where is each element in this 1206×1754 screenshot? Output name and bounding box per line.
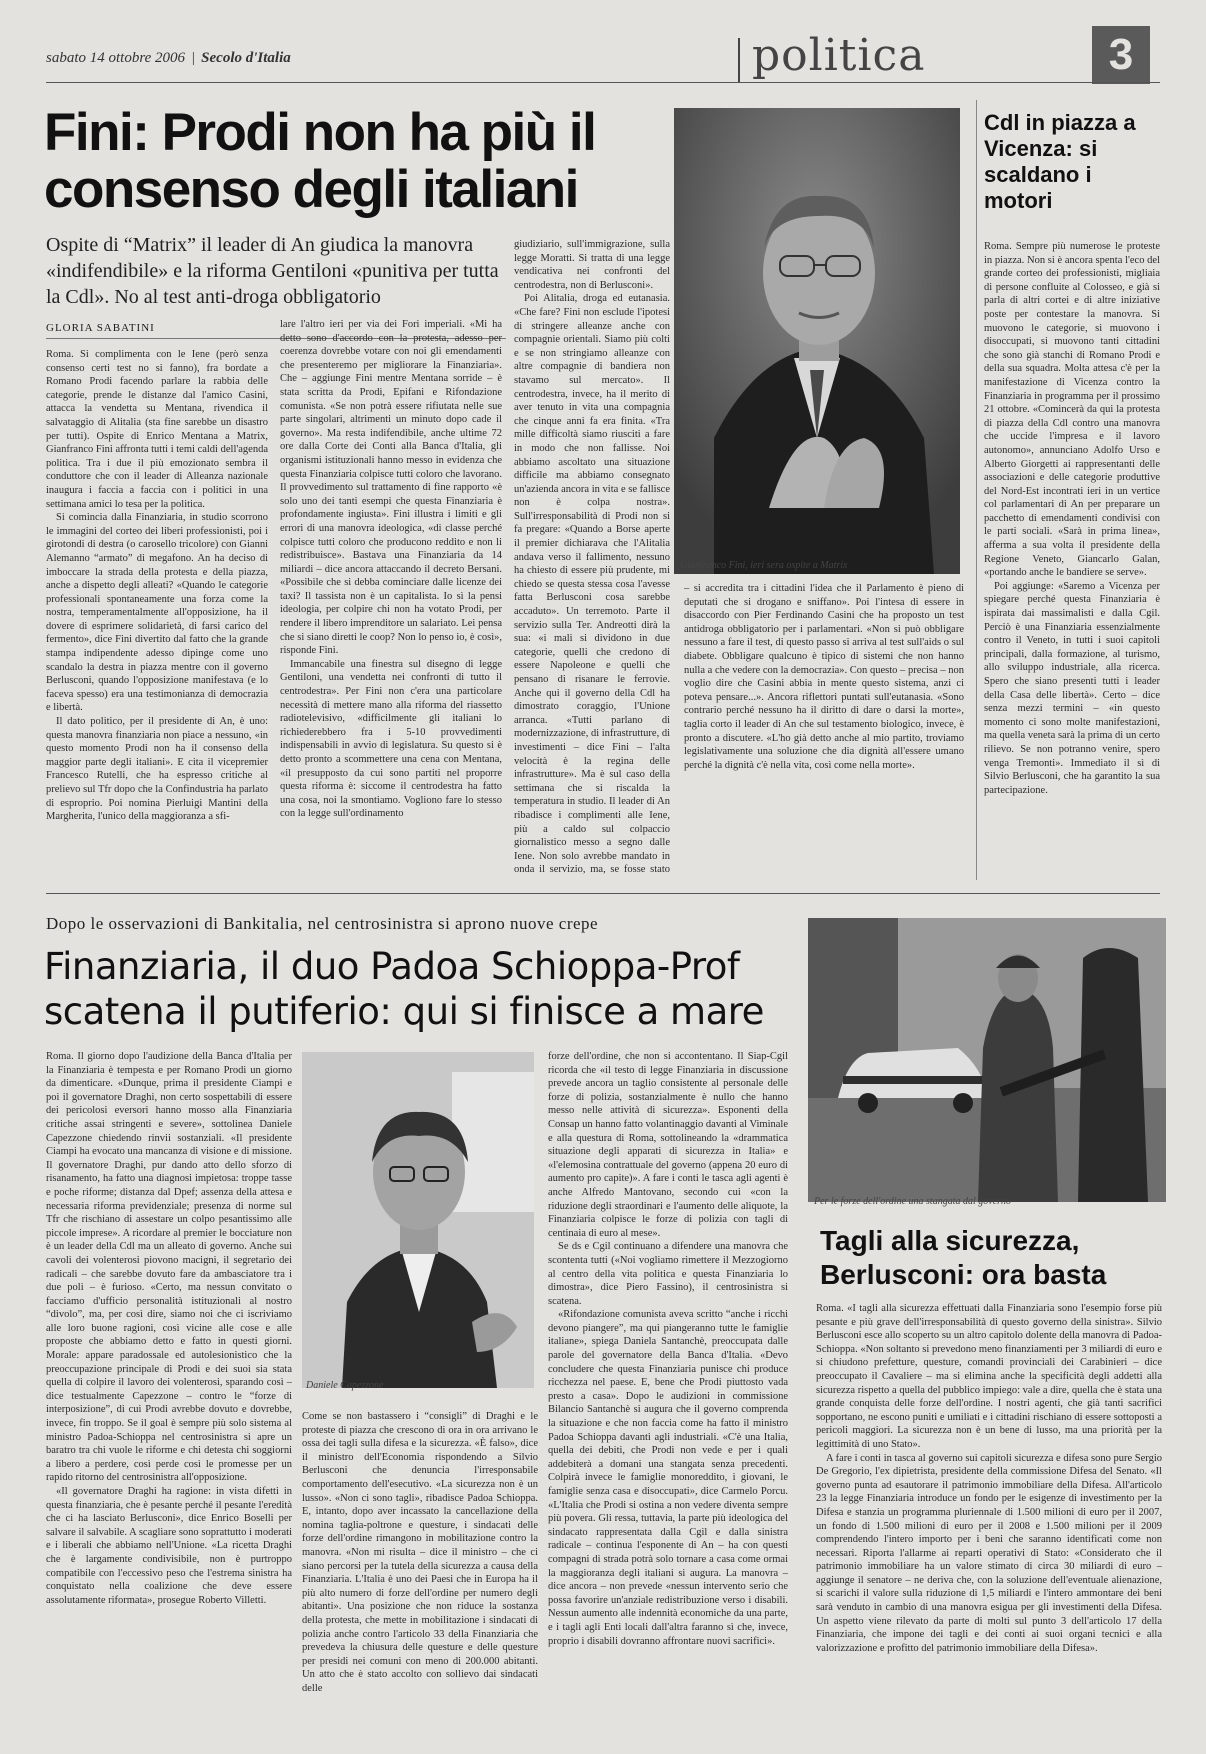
paragraph: Roma. «I tagli alla sicurezza effettuati dalla Finanziaria sono l'esempio forse più pesante e più grave dell'irresponsabilità di questo governo della sinistra». Silvio Berlusconi esce allo scoperto su un altro capitolo dolente della manovra di Padoa-Schioppa. «Non soltanto si prevedono meno finanziamenti per 3 miliardi di euro e si chiudono prefetture, questure, comandi provinciali dei Carabinieri – dice preoccupato il Cavaliere – ma si elimina anche la specificità degli addetti alla sicurezza rispetto a quella del pubblico impiego: vale a dire, quella che è stata una grande conquista delle forze dell'ordine. I nostri agenti, che già tanti sacrifici sopportano, ne escono puniti e umiliati e i cittadini rischiano di essere sottoposti a pericoli maggiori. La sicurezza non è un bene di lusso, ma una priorità per la legittimità di uno Stato». [816,1303,1162,1450]
second-article-column-1 [46,1050,292,1736]
sidebar-column [984,240,1160,876]
paragraph: – si accredita tra i cittadini l'idea che il Parlamento è pieno di deputati che si drogano e sniffano». Poi l'intesa di essere in disaccordo con Pier Ferdinando Casini che ha proposto un test antidroga obbligatorio per i parlamentari. «Non si può obbligare nessuno a fare il test, di questo passo si arriva al test sull'aids o sul diabete. Obbligare qualcuno è tipico di sistemi che non hanno nulla a che vedere con la democrazia». Con questo – precisa – non voglio dire che Casini abbia in mente questo sistema, anzi ci poteva pensare...». Ancora riflettori puntati sull'eutanasia. «Sono contrario perché nessuno ha il diritto di dare o darsi la morte», taglia corto il leader di An che sul testamento biologico, invece, è pronto a discutere. «L'ho già detto anche al mio partito, troviamo legislativamente una soluzione che dia dignità all'essere umano perché la dignità c'è nella vita, così come nella morte». [684,583,964,771]
photo-police [808,918,1166,1202]
portrait-illustration [302,1052,534,1388]
third-article-column [816,1302,1162,1736]
photo-daniele-capezzone [302,1052,534,1388]
photo-gianfranco-fini [674,108,960,574]
photo-caption: Per le forze dell'ordine una stangata dal governo [814,1196,1012,1207]
police-scene-illustration [808,918,1166,1202]
paragraph: Se ds e Cgil continuano a difendere una manovra che scontenta tutti («Noi vogliamo rimettere il Mezzogiorno al centro della vita politica e questa Finanziaria lo dimostra», dice Piero Fassino), il centrosinistra si scatena. [548,1241,788,1307]
paragraph: giudiziario, sull'immigrazione, sulla legge Moratti. Si tratta di una legge vendicativa nei confronti del centrodestra, non di Berlusconi». [514,239,670,291]
byline: GLORIA SABATINI [46,322,155,334]
sidebar-rule [976,100,977,880]
second-article-column-3 [548,1050,788,1736]
main-article-column-2 [280,318,502,876]
header-rule [46,82,1160,83]
section-rule [46,893,1160,894]
paragraph: «Il governatore Draghi ha ragione: in vista difetti in questa finanziaria, che è pesante perché il pesante l'eredità che ci ha lasciato Berlusconi», dice Enrico Boselli per salvare il salvabile. A scagliare sono soprattutto i moderati e i liberali che abbiamo nell'Unione. «La ricetta Draghi che è largamente condivisibile, non è purtroppo compatibile con l'eccessivo peso che l'estrema sinistra ha conquistato nella coalizione che deve essere assolutamente riformata», prosegue Roberto Villetti. [46,1486,292,1606]
second-kicker: Dopo le osservazioni di Bankitalia, nel centrosinistra si aprono nuove crepe [46,914,599,933]
paragraph: Come se non bastassero i “consigli” di Draghi e le proteste di piazza che crescono di ora in ora arrivano le ossa dei tagli sulla difesa e la sicurezza. «È falso», dice il ministro dell'Economia rispondendo a Silvio Berlusconi che denuncia l'irresponsabile comportamento dell'esecutivo. «La sicurezza non è un lusso». «Non ci sono tagli», ribadisce Padoa Schioppa. E, intanto, dopo aver incassato la cancellazione della nomina taglia-poltrone e questure, i sindacati delle forze dell'ordine rimangono in mobilitazione contro la manovra. «Non mi risulta – dice il ministro – che ci siano percorsi per la tutela della sicurezza a causa della Finanziaria. L'Italia è uno dei Paesi che in Europa ha il più alto numero di forze dell'ordine per numero degli abitanti». Una posizione che non riduce la sostanza della protesta, che mette in mobilitazione i sindacati di polizia anche contro l'articolo 33 della Finanziaria che prevedeva la chiusura delle questure e delle questure per presidi nei comuni con meno di 200.000 abitanti. Un atto che è stato accolto con sollievo dai sindacati delle [302,1411,538,1694]
photo-caption: Daniele Capezzone [306,1380,384,1391]
paragraph: forze dell'ordine, che non si accontentano. Il Siap-Cgil ricorda che «il testo di legge Finanziaria in discussione prevede ancora un taglio consistente al personale delle forze di polizia, sostanzialmente è nullo che hanno messo nelle attività di sicurezza». Esponenti della Consap un hanno fatto volantinaggio davanti al Viminale e alla questura di Roma, sottolineando la «drammatica situazione degli apparati di sicurezza in Italia» e «l'elemosina contrattuale del governo (appena 20 euro di aumento pro capite)». A fare i conti le tasca agli agenti è anche Alfredo Mantovano, secondo cui «con la riduzione degli straordinari e l'aumento delle aliquote, la Finanziaria colpisce le forze di polizia con tagli di centinaia di euro al mese». [548,1051,788,1239]
page-number: 3 [1092,26,1150,84]
masthead: sabato 14 ottobre 2006 | Secolo d'Italia [46,50,291,66]
second-headline: Finanziaria, il duo Padoa Schioppa-Prof scatena il putiferio: qui si finisce a mare [44,945,764,1033]
paragraph: Poi aggiunge: «Saremo a Vicenza per spiegare perché questa Finanziaria è ispirata dai massimalisti e dalla Cgil. Perciò è una Finanziaria essenzialmente contro il Veneto, in tutti i suoi capitoli principali, dalla formazione, al turismo, allo sviluppo industriale, alla ricerca. Spero che siano presenti tutti i leader della Casa delle libertà». Certo – dice senza mezzi termini – «in questo momento ci sono molte manifestazioni, ma quella veneta sarà la prima di un certo rilievo. Se non potranno venire, spero venga Tremonti». Immediato il sì di Silvio Berlusconi, che ha garantito la sua partecipazione. [984,580,1160,796]
section-title: politica [752,30,926,81]
paragraph: Il dato politico, per il presidente di An, è uno: questa manovra finanziaria non piace a nessuno, «in questo momento Prodi non ha il consenso della maggior parte degli italiani». E cita il vicepremier Francesco Rutelli, che ha espresso critiche al prelievo sul Tfr dopo che la Confindustria ha parlato di esproprio. Poi nomina Pierluigi Mantini della Margherita, l'unico della maggioranza a sfi- [46,716,268,823]
paragraph: Roma. Si complimenta con le Iene (però senza consenso certi test no si fanno), fra bordate a Romano Prodi facendo parlare la rabbia delle categorie, prende le distanze dal l'amico Casini, attacca la vendetta su Mentana, rivendica il salvataggio di Alitalia (sta fine sarebbe un disastro per tutti). Ospite di Enrico Mentana a Matrix, Gianfranco Fini affronta tutti i temi caldi dell'agenda politica. Tra i due il più emozionato sembra il conduttore che con il leader di Alleanza nazionale inaugura i faccia a faccia con i politici in una settimana amici lo tesa per la politica. [46,349,268,510]
portrait-illustration [674,108,960,574]
main-subheadline: Ospite di “Matrix” il leader di An giudica la manovra «indifendibile» e la riforma Gentiloni «punitiva per tutta la Cdl». No al test anti-droga obbligatorio [46,234,499,308]
main-headline: Fini: Prodi non ha più il consenso degli italiani [44,103,596,219]
paragraph: Poi Alitalia, droga ed eutanasia. «Che fare? Fini non esclude l'ipotesi di stringere alleanze anche con compagnie orientali. Siamo più colti e se non stringiamo alleanze con altre compagnie di bandiera non stavamo sul mercato». Il centrodestra, invece, ha il merito di aver tenuto in vita una compagnia che cinque anni fa era finita. «Tra mille difficoltà siamo riusciti a fare in modo che non fallisse. Noi abbiamo ascoltato una situazione difficile ma abbiamo consegnato un'azienda ancora in vita e se fallisce non è colpa nostra». Sull'irresponsabilità di Prodi non si fa pregare: «Quando a Borse aperte il premier dichiarava che l'Alitalia andava verso il fallimento, nessuno ha chiesto di essere più prudente, mi chiedo se questa stessa cosa l'avesse fatta Berlusconi cosa sarebbe accaduto». Un terremoto. Parte il servizio sulla Ter. Andreotti dirà la sua: «i mali si dividono in due categorie, quelli che credono di essere Napoleone e quelli che pensano di risanare le ferrovie. Anche qui il governo della Cdl ha dimostrato coraggio, l'Unione arranca. «Tutti parlano di modernizzazione, di infrastrutture, di investimenti – dice Fini – l'alta velocità è la regina delle infrastrutture». Ma è sul caso della settimana che si riscalda la temperatura in studio. Il leader di An ribadisce i complimenti alle Iene, più a caldo sul colpaccio giornalistico messo a segno dalle Iene. Non solo avrebbe mandato in onda il servizio, ma, se fosse stato [514,293,670,876]
photo-caption: Gianfranco Fini, ieri sera ospite a Matrix [680,560,848,571]
paragraph: Immancabile una finestra sul disegno di legge Gentiloni, una vendetta nei confronti di tutto il centrodestra». Per Fini non c'era una particolare necessità di mettere mano alla riforma del riassetto radiotelevisivo, «difficilmente gli italiani lo richiederebbero fra i 5-10 provvedimenti indispensabili in avvio di legislatura. Su questo si è detto pronto a scommettere una cena con Mentana, «il presupposto da cui sono partiti nel proporre questa riforma è: siccome il centrodestra ha fatto una cosa, noi la smontiamo. Vogliono fare lo stesso con la legge sull'ordinamento [280,658,502,820]
issue-date: sabato 14 ottobre 2006 [46,50,186,66]
main-article-column-1 [46,348,268,876]
paragraph: lare l'altro ieri per via dei Fori imperiali. «Mi ha detto sono d'accordo con la protesta, adesso per coerenza dovrebbe votare con noi gli emendamenti che presenteremo per migliorare la Finanziaria». Che – aggiunge Fini mentre Mentana sorride – è stata scritta da Prodi, Epifani e Rifondazione comunista. «Se non potrà essere rifiutata nelle sue parte singolari, altrimenti un minuto dopo cade il governo». Ma resta indifendibile, anche ultime 72 ore dalla Corte dei Conti alla Banca d'Italia, gli organismi istituzionali hanno messo in evidenza che questa Finanziaria colpisce tutti coloro che lavorano. Il provvedimento sul trattamento di fine rapporto «è solo uno dei tanti esempi che questa Finanziaria è profondamente ingiusta». Fini illustra i limiti e gli errori di una manovra ideologica, «di classe perché colpisce tutti coloro che producono reddito e non li redistribuisce». Bastava una Finanziaria da 14 miliardi – dice ancora attaccando il decreto Bersani. «Possibile che si debba cominciare dalle licenze dei taxi? Il tassista non è un capitalista. Io sì la pensi ideologia, per colpire chi non ha votato Prodi, per rendere il libero imprenditore un salariato. Lei pensa che si siano diretti le coop? Non lo penso io, è così», risponde Fini. [280,319,502,657]
main-article-column-4 [684,582,964,876]
sidebar-headline: Cdl in piazza a Vicenza: si scaldano i motori [984,110,1136,213]
paragraph: Roma. Sempre più numerose le proteste in piazza. Non si è ancora spenta l'eco del grande corteo dei professionisti, migliaia di persone confluite al Colosseo, e già si parla di altri cortei e di altre iniziative poste per contestare la manovra. Si muovono le categorie, si muovono i disoccupati, si muovono tanti cittadini che sono già stanchi di Romano Prodi e della sua squadra. Molta attesa c'è per la manifestazione di Vicenza contro la Finanziaria in programma per il prossimo 21 ottobre. «Comincerà da qui la protesta di piazza della Cdl contro una manovra che uccide l'impresa e il lavoro autonomo», annunciano Adolfo Urso e Alberto Giorgetti ai rappresentanti delle associazioni e delle categorie produttive del Nord-Est incontrati ieri in un vertice col parlamentari di An per preparare un pacchetto di emendamenti condivisi con le parti sociali. «Sarà in prima linea», afferma a sua volta il presidente della Regione Veneto, Giancarlo Galan, «portando anche le bandiere se serve». [984,241,1160,579]
main-article-column-3 [514,238,670,876]
third-headline: Tagli alla sicurezza, Berlusconi: ora basta [820,1225,1107,1290]
paragraph: Si comincia dalla Finanziaria, in studio scorrono le immagini del corteo dei liberi professionisti, poi i girotondi di destra (o carosello tricolore) con Gianni Alemanno “armato” di megafono. An ha deciso di imboccare la strada della protesta e della piazza, anche a dispetto degli alleati? «Quando le categorie professionali spontaneamente una forza come la nostra, temperamentalmente all'opposizione, ha il dovere di esprimere solidarietà, di farsi carico del fermento», dice Fini divertito dal fatto che la grande stampa indipendente adesso dipinge come uno scandalo la destra in piazza mentre con il governo Berlusconi, quando l'opposizione manifestava (e lo faceva spesso) era una testimonianza di democrazia e libertà. [46,512,268,714]
second-article-column-2 [302,1410,538,1736]
paragraph: A fare i conti in tasca al governo sui capitoli sicurezza e difesa sono pure Sergio De Gregorio, l'ex dipietrista, presidente della commissione Difesa del Senato. «Il governo punta ad esautorare il patrimonio immobiliare della Difesa. All'articolo 23 la legge Finanziaria introduce un fondo per le esigenze di investimento per la Difesa e stanzia un programma pluriennale di 1.500 milioni di euro per il 2007, un fondo di 1.500 milioni di euro per il 2008 e 1.500 milioni per il 2009 comprendendo l'intero importo per i beni che saranno identificati come non necessari. Riporta l'allarme ai reparti operativi di Stato: «Considerato che il patrimonio immobiliare ha un valore stimato di circa 30 miliardi di euro – aggiunge il senatore – ne deriva che, con la soluzione dell'eventuale alienazione, si scarichi il valore sulla riduzione di 1,5 miliardi e l'intero ammontare dei beni sarà venduto in cambio di una manovra esigua per gli investimenti della Difesa. Un aspetto viene rilevato da parte di molti sul punto 3 dell'articolo 17 della Finanziaria, che impone dei tagli e dei conti ai suoi organi tecnici e alla valorizzazione e profitto del patrimonio immobiliare della Difesa». [816,1452,1162,1654]
paper-name: Secolo d'Italia [201,50,291,66]
section-divider [738,38,740,82]
paragraph: «Rifondazione comunista aveva scritto “anche i ricchi devono piangere”, ma qui piangeranno tutte le famiglie italiane», spiega Daniela Santanchè, preoccupata dalle parole del governatore della Banca d'Italia. «Devo concludere che questa Finanziaria punisce chi produce ricchezza nel paese. E, bene che Prodi piuttosto vada presto a casa». Dopo le audizioni in commissione Bilancio Santanchè si augura che il governo comprenda la situazione e che non faccia come ha fatto il ministro Padoa Schioppa davanti agli industriali. «C'è una Italia, quella dei debiti, che Prodi non vede e per i quali addebiterà a domani una stangata senza precedenti. Colpirà invece le famiglie monoreddito, i giovani, le famiglie senza casa e disoccupati», dice Carmelo Porcu. «L'Italia che Prodi si ostina a non vedere diventa sempre più povera. Gli ressa, tuttavia, la parte più ideologica del sindacato rappresentata dalla Cgil e dalla sinistra radicale – continua l'esponente di An – ha con questi compagni di strada potrà solo tornare a casa come ormai la maggioranza degli italiani si augura. La manovra – dice ancora – non prevede «nessun intervento serio che possa favorire un'anziale redistribuzione verso i disabili. Nessun aumento alle indennità economiche da una parte, e i tagli agli Enti locali dall'altra faranno sì che, invece, proprio i disabili dovranno affrontare nuovi sacrifici». [548,1309,788,1647]
paragraph: Roma. Il giorno dopo l'audizione della Banca d'Italia per la Finanziaria è tempesta e per Romano Prodi un giorno da dimenticare. «Dunque, prima il presidente Ciampi e poi il governatore Draghi, non certo sospettabili di essere dei pericolosi eversori hanno mosso alla Finanziaria critiche assai stringenti e severe», sottolinea Daniele Capezzone chiedendo rinvii sostanziali. «Il presidente Ciampi ha evocato una mancanza di visione e di missione. Il governatore Draghi, pur dando atto dello sforzo di risanamento, ha fatto una diagnosi impietosa: troppe tasse e poche riforme; distanza dal Dpef; assenza della attesa e necessaria riforma previdenziale; presenza di norme sul Tfr che rischiano di assestare un colpo pesantissimo alle piccole imprese». A ricordare al premier le bocciature non è un leader della Cdl ma un alleato di governo. Anche sui cavoli dei volenterosi piovono macigni, il segretario dei radicali – che sarebbe dovuto fare da ambasciatore tra i due poli – è furioso. «Certo, ma nessun convitato o facciamo d'ufficio personalità istituzionali al nostro “divolo”, ma, per così dire, siamo noi che ci iscriviamo alle loro buone ragioni, così vicine alle cose e alle proposte che abbiamo detto e fatto in questi giorni. Morale: appare paradossale ed autolesionistico che la preoccupazione principale di Prodi e dei suoi sia stata quella di colpire il lavoro dei volenterosi, sparando così – dice testualmente Capezzone – contro le “forze di interposizione”, di cui Prodi avrebbe dovuto e dovrebbe, invece, fin troppo. Se il goal è sempre più solo sistema al ministro Padoa-Schioppa nel centrosinistra si apre un baratro tra chi vuole le riforme e chi detesta chi soggiorni a libero a perdere, così perde così le promesse per un rapido ritorno del centrosinistra all'opposizione. [46,1051,292,1484]
